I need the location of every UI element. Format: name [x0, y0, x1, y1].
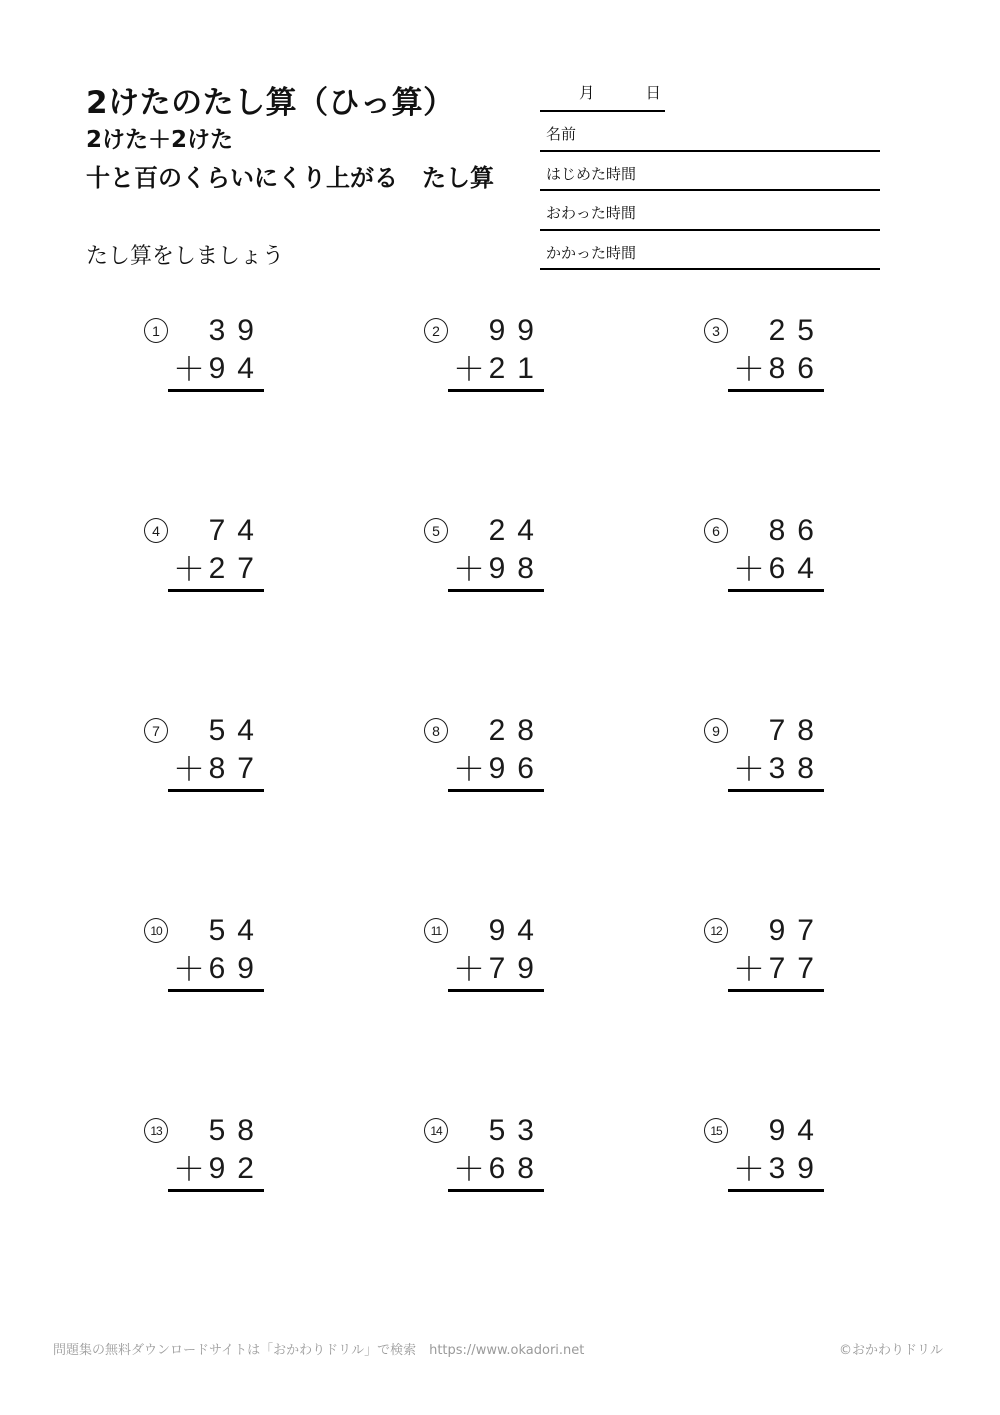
bottom-addend-row: [700, 550, 824, 588]
answer-line: [448, 389, 544, 392]
addition-problem: [700, 1111, 824, 1311]
top-addend: 39: [208, 314, 266, 347]
bottom-addend-row: [140, 750, 264, 788]
top-addend: 94: [768, 1114, 826, 1147]
addition-problem: [140, 711, 264, 911]
plus-sign: ＋: [453, 751, 486, 787]
top-addend: 86: [768, 514, 826, 547]
addition-problem: [700, 311, 824, 511]
addition-problem: [140, 911, 264, 1111]
answer-line: [728, 589, 824, 592]
problem-number-badge: 11: [424, 918, 448, 943]
problem-number-badge: 2: [424, 318, 448, 343]
problem-number-badge: 1: [144, 318, 168, 343]
answer-line: [448, 1189, 544, 1192]
problem-number-badge: 6: [704, 518, 728, 543]
problem-number-badge: 10: [144, 918, 168, 943]
bottom-addend-row: [700, 950, 824, 988]
form-field-label: はじめた時間: [546, 164, 637, 183]
plus-sign: ＋: [733, 751, 766, 787]
form-fields: [540, 112, 880, 270]
footer-search-hint: 問題集の無料ダウンロードサイトは「おかわりドリル」で検索 https://www.okadori.net: [53, 1343, 585, 1358]
answer-line: [448, 589, 544, 592]
bottom-addend-row: [140, 550, 264, 588]
plus-sign: ＋: [453, 1151, 486, 1187]
form-field-label: 名前: [546, 125, 577, 143]
problem-number-badge: 5: [424, 518, 448, 543]
bottom-addend-row: [420, 950, 544, 988]
bottom-addend: 64: [768, 552, 826, 585]
day-label: 日: [645, 84, 662, 102]
month-label: 月: [579, 84, 595, 102]
instruction-text: たし算をしましょう: [86, 244, 285, 269]
top-addend: 99: [488, 314, 546, 347]
bottom-addend: 86: [768, 352, 826, 385]
form-field: [540, 152, 880, 192]
problem-number-badge: 9: [704, 718, 728, 743]
bottom-addend: 27: [208, 552, 266, 585]
answer-line: [168, 989, 264, 992]
top-addend: 78: [768, 714, 826, 747]
addition-problem: [700, 511, 824, 711]
bottom-addend: 98: [488, 552, 546, 585]
top-addend: 74: [208, 514, 266, 547]
bottom-addend-row: [420, 750, 544, 788]
problem-number-badge: 13: [144, 1118, 168, 1143]
answer-line: [448, 789, 544, 792]
bottom-addend-row: [420, 350, 544, 388]
page-title: 2けたのたし算（ひっ算）: [86, 85, 455, 121]
addition-problem: [700, 911, 824, 1111]
addition-problem: [140, 511, 264, 711]
bottom-addend-row: [140, 950, 264, 988]
bottom-addend-row: [700, 350, 824, 388]
bottom-addend-row: [700, 750, 824, 788]
bottom-addend: 68: [488, 1152, 546, 1185]
bottom-addend: 87: [208, 752, 266, 785]
top-addend: 28: [488, 714, 546, 747]
bottom-addend: 92: [208, 1152, 266, 1185]
plus-sign: ＋: [453, 351, 486, 387]
addition-problem: [700, 711, 824, 911]
form-field: [540, 231, 880, 271]
info-form: [540, 80, 880, 270]
addition-problem: [420, 711, 544, 911]
problem-number-badge: 15: [704, 1118, 728, 1143]
problem-number-badge: 8: [424, 718, 448, 743]
bottom-addend: 21: [488, 352, 546, 385]
problem-number-badge: 4: [144, 518, 168, 543]
addition-problem: [420, 511, 544, 711]
answer-line: [728, 389, 824, 392]
plus-sign: ＋: [453, 951, 486, 987]
bottom-addend: 94: [208, 352, 266, 385]
addition-problem: [420, 911, 544, 1111]
subtitle-digits: 2けた＋2けた: [86, 127, 234, 153]
date-field: [540, 80, 665, 112]
problems-grid: [140, 311, 980, 1311]
addition-problem: [420, 311, 544, 511]
top-addend: 24: [488, 514, 546, 547]
form-field-label: かかった時間: [546, 243, 637, 262]
top-addend: 58: [208, 1114, 266, 1147]
form-field-label: おわった時間: [546, 204, 636, 222]
footer-copyright: ©おかわりドリル: [838, 1343, 943, 1358]
answer-line: [168, 589, 264, 592]
answer-line: [168, 789, 264, 792]
bottom-addend-row: [140, 1150, 264, 1188]
plus-sign: ＋: [733, 351, 766, 387]
plus-sign: ＋: [173, 1151, 206, 1187]
addition-problem: [420, 1111, 544, 1311]
top-addend: 97: [768, 914, 826, 947]
plus-sign: ＋: [173, 551, 206, 587]
bottom-addend-row: [140, 350, 264, 388]
answer-line: [448, 989, 544, 992]
top-addend: 54: [208, 914, 266, 947]
bottom-addend: 39: [768, 1152, 826, 1185]
bottom-addend: 69: [208, 952, 266, 985]
subtitle-carry: 十と百のくらいにくり上がる たし算: [86, 164, 494, 192]
form-field: [540, 112, 880, 152]
plus-sign: ＋: [453, 551, 486, 587]
bottom-addend-row: [420, 550, 544, 588]
bottom-addend-row: [700, 1150, 824, 1188]
problem-number-badge: 7: [144, 718, 168, 743]
bottom-addend: 38: [768, 752, 826, 785]
answer-line: [168, 1189, 264, 1192]
addition-problem: [140, 1111, 264, 1311]
plus-sign: ＋: [733, 951, 766, 987]
bottom-addend: 79: [488, 952, 546, 985]
answer-line: [728, 1189, 824, 1192]
form-field: [540, 191, 880, 231]
top-addend: 54: [208, 714, 266, 747]
plus-sign: ＋: [173, 351, 206, 387]
plus-sign: ＋: [733, 1151, 766, 1187]
bottom-addend-row: [420, 1150, 544, 1188]
top-addend: 25: [768, 314, 826, 347]
bottom-addend: 96: [488, 752, 546, 785]
answer-line: [168, 389, 264, 392]
top-addend: 53: [488, 1114, 546, 1147]
problem-number-badge: 12: [704, 918, 728, 943]
addition-problem: [140, 311, 264, 511]
problem-number-badge: 14: [424, 1118, 448, 1143]
answer-line: [728, 989, 824, 992]
plus-sign: ＋: [173, 951, 206, 987]
top-addend: 94: [488, 914, 546, 947]
bottom-addend: 77: [768, 952, 826, 985]
plus-sign: ＋: [733, 551, 766, 587]
answer-line: [728, 789, 824, 792]
plus-sign: ＋: [173, 751, 206, 787]
problem-number-badge: 3: [704, 318, 728, 343]
